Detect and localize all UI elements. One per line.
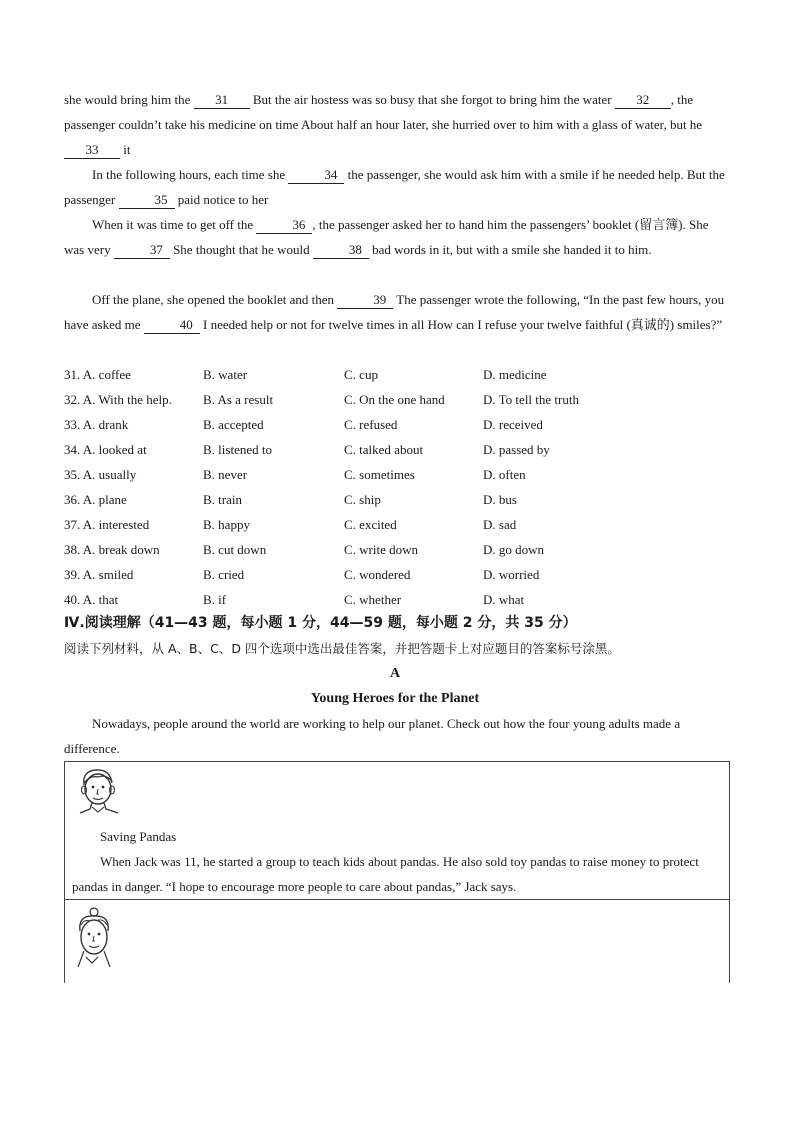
option-d: D. often: [483, 467, 526, 482]
option-c: C. ship: [344, 492, 381, 507]
box-left-border: [64, 761, 65, 983]
blank-37: 37: [114, 242, 170, 259]
text: The passenger wrote the following, “In the past few hours, you have asked me: [64, 292, 725, 332]
question-35-options: [64, 462, 726, 487]
text: it: [123, 142, 131, 157]
question-39-options: [64, 562, 726, 587]
option-a: 34. A. looked at: [64, 442, 147, 457]
girl-face-icon: [70, 905, 118, 973]
passage-paragraph-3: [64, 212, 726, 262]
blank-36: 36: [256, 217, 312, 234]
blank-39: 39: [337, 292, 393, 309]
box-divider: [64, 899, 730, 900]
option-a: 38. A. break down: [64, 542, 160, 557]
option-b: B. As a result: [203, 392, 274, 407]
blank-38: 38: [313, 242, 369, 259]
blank-35: 35: [119, 192, 175, 209]
text: When it was time to get off the: [92, 217, 254, 232]
option-a: 35. A. usually: [64, 467, 137, 482]
passage-paragraph-1: [64, 87, 726, 162]
question-34-options: [64, 437, 726, 462]
option-a: 36. A. plane: [64, 492, 127, 507]
option-d: D. passed by: [483, 442, 550, 457]
option-d: D. bus: [483, 492, 517, 507]
option-a: 40. A. that: [64, 592, 119, 607]
boy-face-icon: [72, 765, 124, 819]
article-intro: Nowadays, people around the world are working to help our planet. Check out how the four young adults made a difference.: [64, 716, 681, 756]
option-c: C. sometimes: [344, 467, 415, 482]
option-c: C. cup: [344, 367, 378, 382]
blank-31: 31: [194, 92, 250, 109]
option-b: B. cut down: [203, 542, 267, 557]
text: bad words in it, but with a smile she handed it to him.: [372, 242, 652, 257]
option-b: B. water: [203, 367, 248, 382]
option-d: D. sad: [483, 517, 517, 532]
question-31-options: [64, 362, 726, 387]
blank-33: 33: [64, 142, 120, 159]
option-d: D. worried: [483, 567, 540, 582]
text: In the following hours, each time she: [92, 167, 286, 182]
article-title: Young Heroes for the Planet: [310, 691, 480, 706]
question-37-options: [64, 512, 726, 537]
section-title: Ⅳ.阅读理解（41—43 题，每小题 1 分，44—59 题，每小题 2 分，共 35 分）: [64, 615, 577, 631]
option-d: D. go down: [483, 542, 545, 557]
box-right-border: [729, 761, 730, 983]
option-c: C. excited: [344, 517, 397, 532]
option-a: 37. A. interested: [64, 517, 150, 532]
text: I needed help or not for twelve times in all How can I refuse your twelve faithful (真诚的) smiles?”: [203, 317, 723, 332]
option-d: D. what: [483, 592, 525, 607]
blank-32: 32: [615, 92, 671, 109]
option-b: B. cried: [203, 567, 245, 582]
option-c: C. whether: [344, 592, 402, 607]
option-a: 39. A. smiled: [64, 567, 134, 582]
text: she would bring him the: [64, 92, 191, 107]
text: , the passenger asked her to hand him the passengers’ booklet (留言簿). She was very: [64, 217, 709, 257]
option-d: D. To tell the truth: [483, 392, 579, 407]
text: , the passenger couldn’t take his medicine on time About half an hour later, she hurried over to him with a glass of water, but he: [64, 92, 703, 132]
passage-paragraph-4: [64, 287, 726, 337]
option-b: B. listened to: [203, 442, 272, 457]
question-38-options: [64, 537, 726, 562]
option-d: D. received: [483, 417, 543, 432]
question-40-options: [64, 587, 726, 612]
option-a: 31. A. coffee: [64, 367, 131, 382]
question-32-options: [64, 387, 726, 412]
question-33-options: [64, 412, 726, 437]
text: She thought that he would: [173, 242, 310, 257]
option-b: B. accepted: [203, 417, 264, 432]
blank-40: 40: [144, 317, 200, 334]
option-b: B. if: [203, 592, 227, 607]
text: But the air hostess was so busy that she forgot to bring him the water: [252, 92, 612, 107]
box-top-border: [64, 761, 730, 762]
option-a: 33. A. drank: [64, 417, 129, 432]
box1-text: When Jack was 11, he started a group to teach kids about pandas. He also sold toy pandas to raise money to protect pandas in danger. “I hope to encourage more people to care about pandas,” Jack says.: [72, 854, 699, 894]
section-instruction: 阅读下列材料，从 A、B、C、D 四个选项中选出最佳答案，并把答题卡上对应题目的答案标号涂黑。: [64, 641, 620, 656]
text: the passenger, she would ask him with a smile if he needed help. But the passenger: [64, 167, 725, 207]
text: paid notice to her: [177, 192, 269, 207]
option-c: C. write down: [344, 542, 419, 557]
option-b: B. never: [203, 467, 248, 482]
option-b: B. happy: [203, 517, 250, 532]
blank-34: 34: [288, 167, 344, 184]
option-a: 32. A. With the help.: [64, 392, 172, 407]
option-b: B. train: [203, 492, 242, 507]
passage-paragraph-2: [64, 162, 726, 212]
option-c: C. refused: [344, 417, 398, 432]
box1-heading: Saving Pandas: [100, 829, 177, 844]
option-d: D. medicine: [483, 367, 547, 382]
option-c: C. wondered: [344, 567, 411, 582]
option-c: C. On the one hand: [344, 392, 445, 407]
option-c: C. talked about: [344, 442, 424, 457]
article-letter: A: [389, 666, 401, 681]
text: Off the plane, she opened the booklet and then: [92, 292, 334, 307]
question-36-options: [64, 487, 726, 512]
